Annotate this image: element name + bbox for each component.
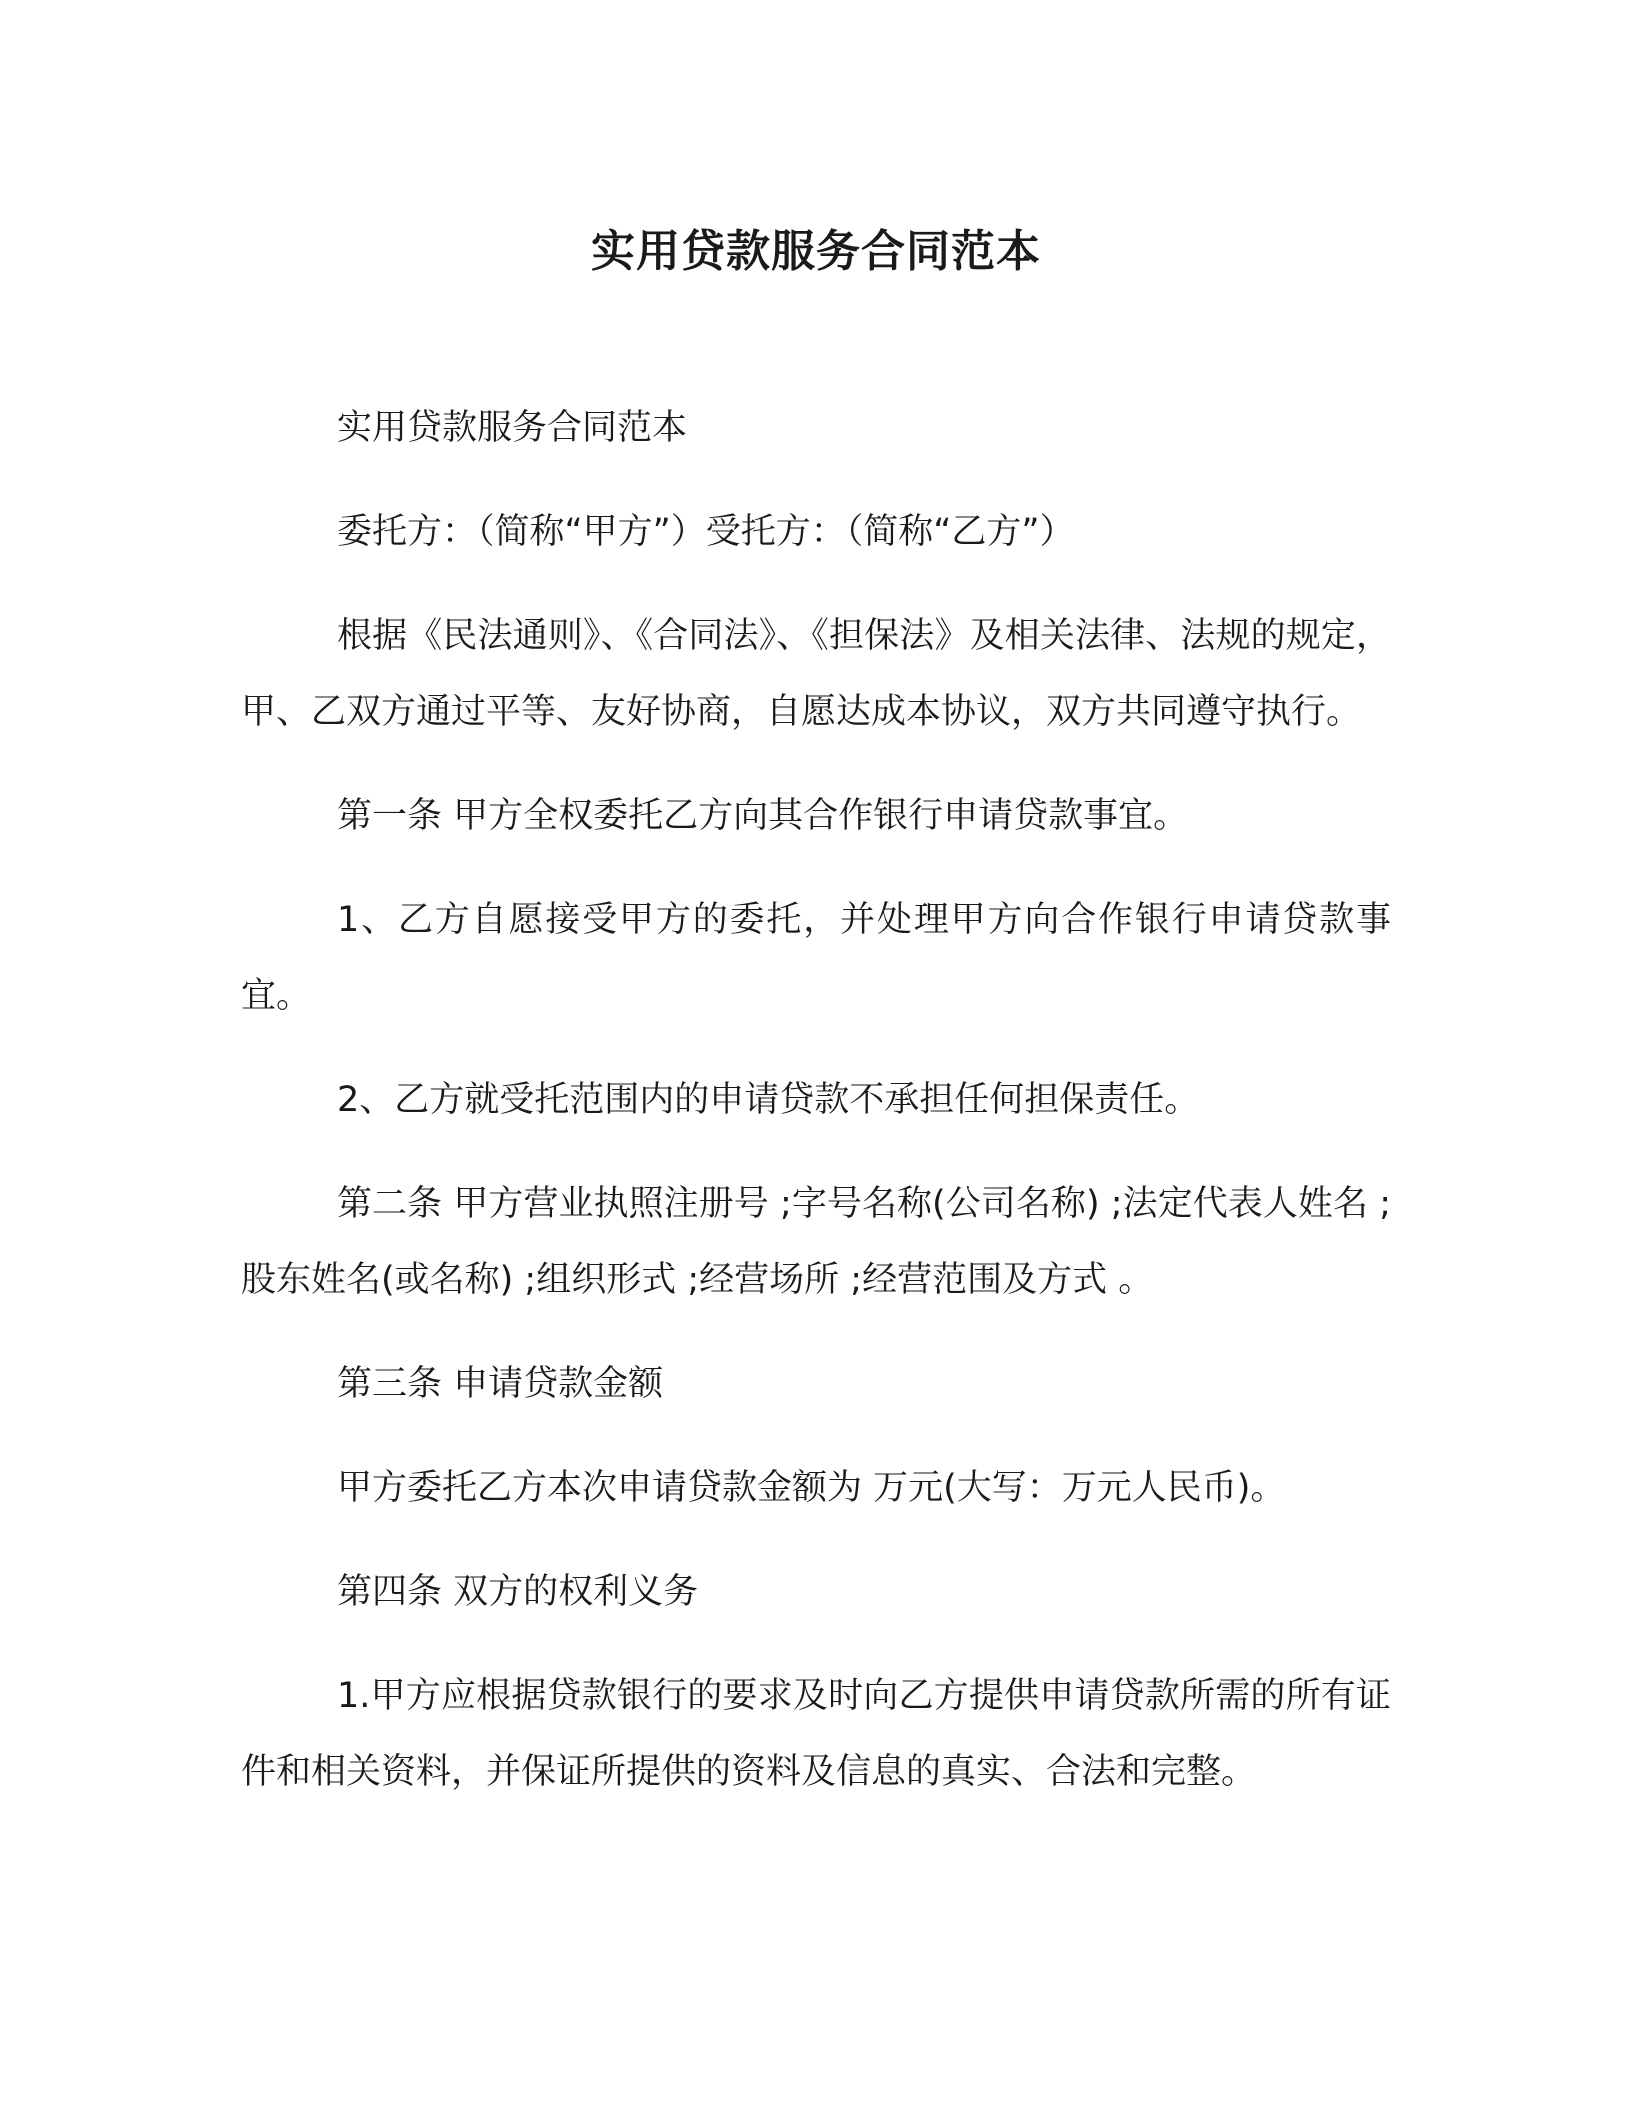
document-body	[241, 390, 1391, 1838]
paragraph-article-1-item-1: 1、乙方自愿接受甲方的委托，并处理甲方向合作银行申请贷款事宜。	[241, 900, 1391, 1016]
paragraph-article-3: 第三条 申请贷款金额	[337, 1364, 664, 1404]
paragraph-article-2: 第二条 甲方营业执照注册号 ;字号名称(公司名称) ;法定代表人姓名 ;股东姓名(或名称) ;组织形式 ;经营场所 ;经营范围及方式 。	[241, 1184, 1391, 1300]
paragraph-subtitle: 实用贷款服务合同范本	[337, 408, 688, 448]
paragraph-parties: 委托方：（简称“甲方”）受托方：（简称“乙方”）	[337, 512, 1075, 552]
paragraph-legal-basis: 根据《民法通则》、《合同法》、《担保法》及相关法律、法规的规定，甲、乙双方通过平等、友好协商，自愿达成本协议，双方共同遵守执行。	[241, 616, 1391, 732]
document-title: 实用贷款服务合同范本	[591, 226, 1041, 277]
paragraph-article-4: 第四条 双方的权利义务	[337, 1572, 699, 1612]
paragraph-article-1-item-2: 2、乙方就受托范围内的申请贷款不承担任何担保责任。	[337, 1080, 1200, 1120]
paragraph-loan-amount: 甲方委托乙方本次申请贷款金额为 万元(大写：万元人民币)。	[337, 1468, 1286, 1508]
paragraph-article-1: 第一条 甲方全权委托乙方向其合作银行申请贷款事宜。	[337, 796, 1189, 836]
paragraph-article-4-item-1: 1.甲方应根据贷款银行的要求及时向乙方提供申请贷款所需的所有证件和相关资料，并保证所提供的资料及信息的真实、合法和完整。	[241, 1676, 1391, 1792]
